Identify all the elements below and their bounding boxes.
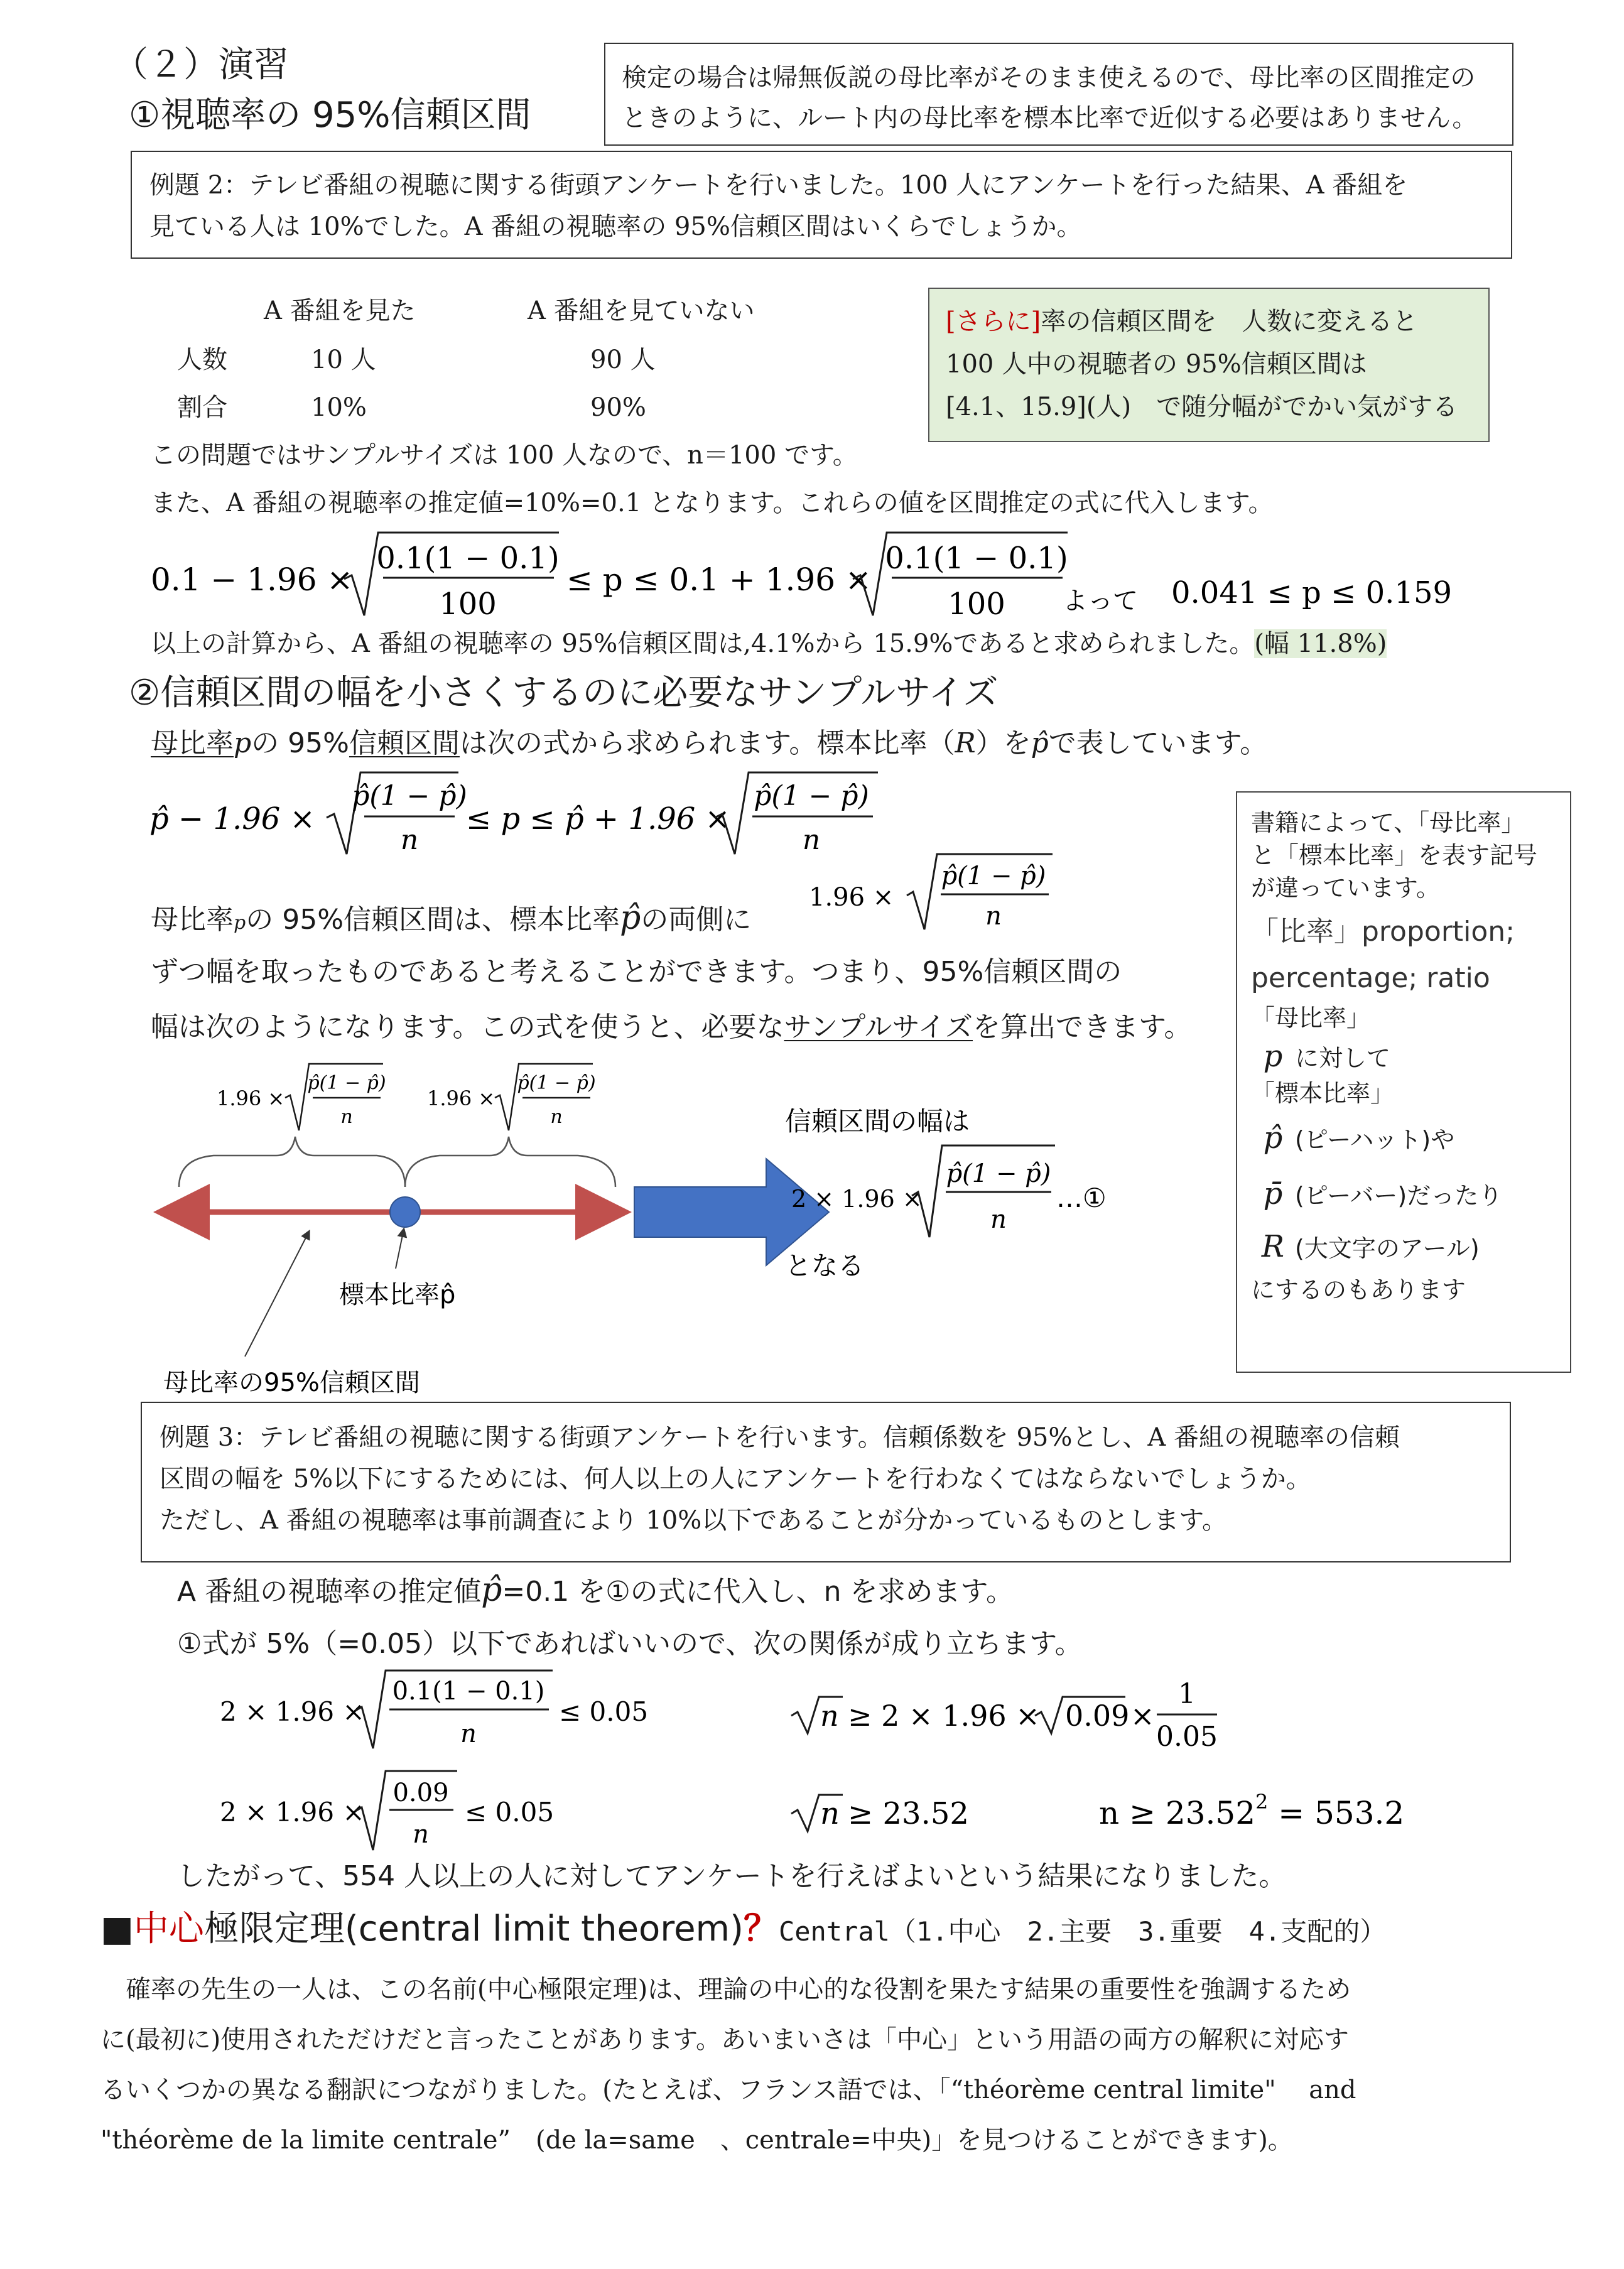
side-note-symbol-p: p [1263,1039,1283,1074]
eq4-text: ≥ 23.52 [848,1796,969,1831]
formula-ci-general [144,766,911,867]
eq1-den: n [460,1719,477,1748]
para-line-2: ずつ幅を取ったものであると考えることができます。つまり、95%信頼区間の [151,956,1122,988]
width-den: n [990,1205,1007,1234]
formula-ci-left: 0.1 − 1.96 × [151,561,354,598]
clt-square: ■ [100,1909,134,1949]
table-row2-cell2: 90% [590,393,646,422]
side-note-l12: にするのもあります [1251,1276,1466,1304]
table-col-header-2: A 番組を見ていない [528,296,755,325]
width-num: p̂(1 − p̂) [946,1159,1051,1188]
formula2-den-2: n [802,824,821,856]
diagram-right-num: p̂(1 − p̂) [517,1072,596,1094]
subsection-title-1: ①視聴率の 95%信頼区間 [129,95,531,136]
note-top-line1: 検定の場合は帰無仮説の母比率がそのまま使えるので、母比率の区間推定の [622,63,1476,92]
solution-line-1 [177,1570,1014,1611]
side-note-l3: が違っています。 [1251,874,1440,902]
formula-ci-den-1: 100 [439,587,497,622]
body-line-estimate: また、A 番組の視聴率の推定値=10%=0.1 となります。これらの値を区間推定の式に代入します。 [151,489,1274,517]
clt-p4: "théorème de la limite centrale” (de la=same 、centrale=中央)」を見つけることができます)。 [100,2126,1293,2155]
table-row1-cell2: 90 人 [590,345,656,374]
eq3-num: 1 [1178,1678,1196,1710]
solution-phat-symbol: p̂ [481,1571,502,1609]
eq3-den: 0.05 [1156,1721,1218,1753]
side-note-symbol-R: R [1261,1229,1285,1264]
formula-yotte: よって [1063,587,1138,615]
right-brace [405,1137,615,1187]
side-note-l5: percentage; ratio [1251,962,1490,994]
naru-text: となる [785,1250,865,1281]
eq3-a: ≥ 2 × 1.96 × [848,1699,1040,1733]
intro-phat-symbol: p̂ [1031,727,1049,759]
sample-proportion-dot [390,1197,420,1227]
sub2-intro-line [151,726,1267,761]
formula2-left: p̂ − 1.96 × [149,801,315,837]
side-note-symbol-phat: p̂ [1263,1120,1283,1156]
formula-ci-den-2: 100 [948,587,1005,622]
eq2-right: ≤ 0.05 [465,1797,555,1828]
intro-wo: ）を [975,727,1031,759]
table-row2-label: 割合 [177,393,227,422]
diagram-left-den: n [340,1106,353,1128]
example-3-line3: ただし、A 番組の視聴率は事前調査により 10%以下であることが分かっているものとします。 [160,1506,1228,1535]
note-green-line1: 率の信頼区間を 人数に変えると [1041,307,1418,336]
clt-paragraph [100,1964,1356,2165]
formula2-num-1: p̂(1 − p̂) [352,780,467,812]
diagram-right-coef: 1.96 × [427,1086,495,1110]
para1-p-symbol: p [234,912,246,934]
side-note-p-row [1251,1039,1556,1076]
table-row2-cell1: 10% [311,393,367,422]
note-box-top [604,43,1513,146]
formula2-num-2: p̂(1 − p̂) [754,780,869,812]
side-note-symbol-pbar: p̄ [1263,1176,1283,1211]
intro-bohiritsu: 母比率 [151,727,234,759]
side-note-l9: (ピーハット)や [1295,1126,1455,1154]
eq3-b: 0.09 [1065,1699,1130,1733]
formula2-den-1: n [400,824,419,856]
eq1-right: ≤ 0.05 [559,1696,649,1727]
side-note-l7: に対して [1295,1044,1391,1072]
example-2-line1: 例題 2：テレビ番組の視聴に関する街頭アンケートを行いました。100 人にアンケートを行った結果、A 番組を [149,171,1408,200]
diagram-left-num: p̂(1 − p̂) [307,1072,386,1094]
example-2-box [131,151,1512,259]
formula-ci-num-1: 0.1(1 − 0.1) [376,541,560,576]
formula2-mid: ≤ p ≤ p̂ + 1.96 × [466,801,730,837]
ci-diagram [151,1061,1156,1400]
ci-pointer-arrow [245,1234,308,1357]
clt-heading [100,1908,1386,1950]
solution-line-2: ①式が 5%（=0.05）以下であればいいので、次の関係が成り立ちます。 [177,1628,1083,1660]
clt-central-meanings: Central（1.中心 2.主要 3.重要 4.支配的） [778,1916,1387,1947]
intro-end: で表しています。 [1048,727,1268,759]
table-row1-cell1: 10 人 [311,345,376,374]
eq3-n: n [820,1699,839,1733]
para1-phat-symbol: p̂ [620,899,641,937]
note-box-green [928,288,1490,442]
eq4-n: n [820,1796,840,1831]
clt-title: 極限定理(central limit theorem) [203,1909,744,1949]
clt-p3: るいくつかの異なる翻訳につながりました。(たとえば、フランス語では、「“théorème central limite" and [100,2076,1356,2104]
side-note-l10: (ピーバー)だったり [1295,1182,1503,1210]
side-note-l1: 書籍によって、「母比率」 [1251,809,1525,837]
para1-b: の 95%信頼区間は、標本比率 [246,904,620,936]
formula-halfwidth [804,848,1068,942]
example-3-line2: 区間の幅を 5%以下にするためには、何人以上の人にアンケートを行わなくてはならないでしょうか。 [160,1465,1311,1493]
diagram-left-coef: 1.96 × [217,1086,285,1110]
para3-a: 幅は次のようになります。この式を使うと、必要な [151,1011,784,1043]
intro-95: の 95% [251,727,349,759]
eq5-sup: 2 [1255,1790,1269,1814]
body-line-sample-size: この問題ではサンプルサイズは 100 人なので、n＝100 です。 [151,441,858,470]
side-note-l11: (大文字のアール) [1295,1235,1480,1262]
eq3-times: × [1130,1699,1155,1733]
table-row1-label: 人数 [177,345,227,374]
example-3-line1: 例題 3：テレビ番組の視聴に関する街頭アンケートを行います。信頼係数を 95%とし、A 番組の視聴率の信頼 [160,1423,1400,1452]
solution-line1-b: =0.1 を①の式に代入し、n を求めます。 [502,1576,1014,1608]
eq5-main: n ≥ 23.52 [1099,1795,1256,1831]
eq2-left: 2 × 1.96 × [220,1797,365,1828]
eq5-rest: = 553.2 [1268,1795,1405,1831]
side-note-box [1236,791,1571,1373]
note-green-tag: [さらに] [946,307,1041,336]
note-top-line2: ときのように、ルート内の母比率を標本比率で近似する必要はありません。 [622,104,1478,133]
section-heading: （２）演習 [113,45,289,85]
side-note-l4: 「比率」proportion; [1251,916,1515,948]
clt-p2: に(最初に)使用されただけだと言ったことがあります。あいまいさは「中心」という用語の両方の解釈に対応す [100,2025,1350,2054]
side-note-l6: 「母比率」 [1251,1004,1371,1032]
example-2-line2: 見ている人は 10%でした。A 番組の視聴率の 95%信頼区間はいくらでしょうか。 [149,212,1082,241]
width-note: (幅 11.8%) [1254,629,1387,658]
formula-ci-mid: ≤ p ≤ 0.1 + 1.96 × [566,561,872,598]
clt-p1: 確率の先生の一人は、この名前(中心極限定理)は、理論の中心的な役割を果たす結果の重要性を強調するため [100,1975,1351,2004]
body-conclusion-line [151,628,1387,659]
ci-label: 母比率の95%信頼区間 [163,1368,420,1397]
eq5-text [1099,1790,1404,1831]
table-col-header-1: A 番組を見た [264,296,416,325]
para-line-3 [151,1010,1192,1044]
eq1-left: 2 × 1.96 × [220,1696,365,1727]
left-brace [179,1137,405,1187]
para1-c: の両側に [641,904,752,936]
halfwidth-den: n [985,902,1002,931]
clt-red-center: 中心 [133,1909,204,1949]
diagram-right-den: n [550,1106,563,1128]
intro-mid: は次の式から求められます。標本比率（ [459,727,955,759]
solution-line1-a: A 番組の視聴率の推定値 [177,1576,482,1608]
eq2-den: n [413,1820,429,1849]
width-suffix: …① [1056,1183,1107,1213]
note-green-line3: [4.1、15.9](人) で随分幅がでかい気がする [946,393,1458,421]
sample-proportion-label: 標本比率p̂ [339,1281,456,1309]
clt-question-mark: ？ [743,1909,779,1949]
eq2-num: 0.09 [392,1779,449,1807]
note-green-line2: 100 人中の視聴者の 95%信頼区間は [946,350,1367,379]
formula-ci-numeric [144,521,1476,628]
width-formula-coef: 2 × 1.96 × [791,1185,923,1213]
intro-R-symbol: R [955,727,976,759]
side-note-pbar-row [1251,1167,1556,1223]
solution-equations [207,1664,1463,1871]
para-two-sides [151,898,751,939]
side-note-phat-row [1251,1111,1556,1167]
para3-b: を算出できます。 [973,1011,1192,1043]
solution-conclusion: したがって、554 人以上の人に対してアンケートを行えばよいという結果になりました。 [177,1860,1287,1892]
example-3-box [141,1402,1511,1562]
side-note-l2: と「標本比率」を表す記号 [1251,842,1538,869]
formula-result: 0.041 ≤ p ≤ 0.159 [1171,575,1453,610]
halfwidth-coef: 1.96 × [809,883,894,912]
side-note-R-row [1251,1223,1556,1272]
intro-p-symbol: p [234,727,252,759]
eq1-num: 0.1(1 − 0.1) [392,1677,545,1706]
subsection-title-2: ②信頼区間の幅を小さくするのに必要なサンプルサイズ [129,673,999,713]
intro-ci: 信頼区間 [349,727,460,759]
conclusion-text: 以上の計算から、A 番組の視聴率の 95%信頼区間は,4.1%から 15.9%であると求められました。 [151,629,1255,658]
side-note-l8: 「標本比率」 [1251,1080,1395,1107]
halfwidth-num: p̂(1 − p̂) [941,862,1046,891]
formula-ci-num-2: 0.1(1 − 0.1) [885,541,1068,576]
para1-a: 母比率 [151,904,234,936]
sample-pointer-arrow [396,1232,403,1269]
para3-sample-size: サンプルサイズ [784,1011,973,1043]
width-title: 信頼区間の幅は [785,1106,970,1137]
